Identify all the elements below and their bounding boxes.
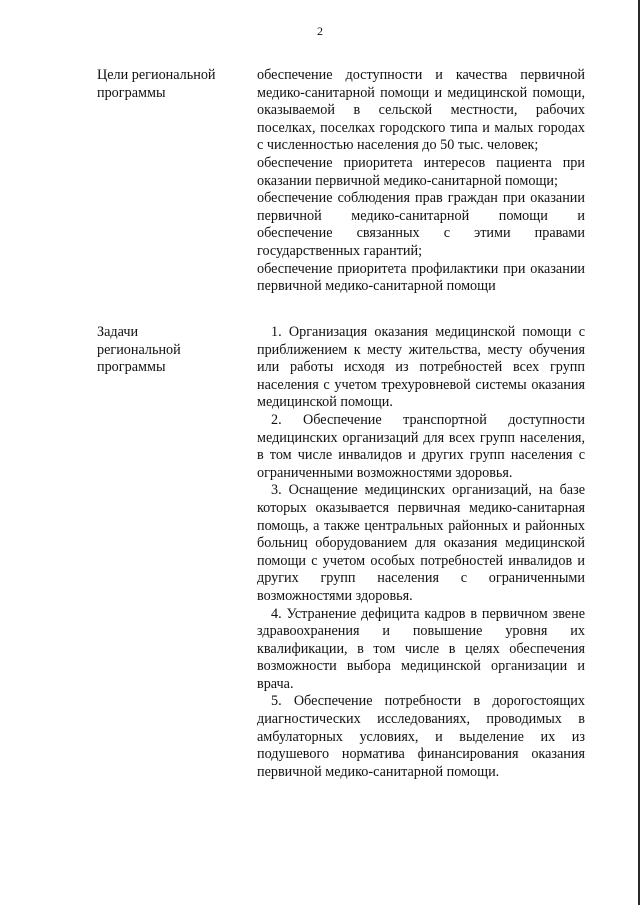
tasks-content [257,324,585,781]
goals-content [257,67,585,296]
page-number: 2 [317,24,323,38]
tasks-label: Задачи региональной программы [97,324,181,376]
task-item: 5. Обеспечение потребности в дорогостоящих диагностических исследованиях, проводимых в амбулаторных условиях, и выделение их из подушевого норматива финансирования оказания первичной медико-санитарной помощи. [257,693,585,780]
task-item: 1. Организация оказания медицинской помощи с приближением к месту жительства, месту обучения или работы исходя из потребностей всех групп населения с учетом трехуровневой системы оказания медицинской помощи. [257,324,585,411]
goal-item: обеспечение доступности и качества первичной медико-санитарной помощи и медицинской помощи, оказываемой в сельской местности, рабочих поселках, поселках городского типа и малых городах с численностью населения до 50 тыс. человек; [257,67,585,154]
task-item: 2. Обеспечение транспортной доступности медицинских организаций для всех групп населения, в том числе инвалидов и других групп населения с ограниченными возможностями здоровья. [257,411,585,481]
goal-item: обеспечение соблюдения прав граждан при оказании первичной медико-санитарной помощи и обеспечение связанных с этими правами государственных гарантий; [257,190,585,259]
goal-item: обеспечение приоритета профилактики при оказании первичной медико-санитарной помощи [257,260,585,295]
task-item: 4. Устранение дефицита кадров в первичном звене здравоохранения и повышение уровня их квалификации, в том числе в целях обеспечения возможности выбора медицинской организации и врача. [257,605,585,692]
task-item: 3. Оснащение медицинских организаций, на базе которых оказывается первичная медико-санитарная помощь, а также центральных районных и районных больниц оборудованием для оказания медицинской помощи с учетом особых потребностей инвалидов и других групп населения с ограниченными возможностями здоровья. [257,482,585,604]
goal-item: обеспечение приоритета интересов пациента при оказании первичной медико-санитарной помощи; [257,154,585,189]
goals-label: Цели региональной программы [97,67,216,101]
